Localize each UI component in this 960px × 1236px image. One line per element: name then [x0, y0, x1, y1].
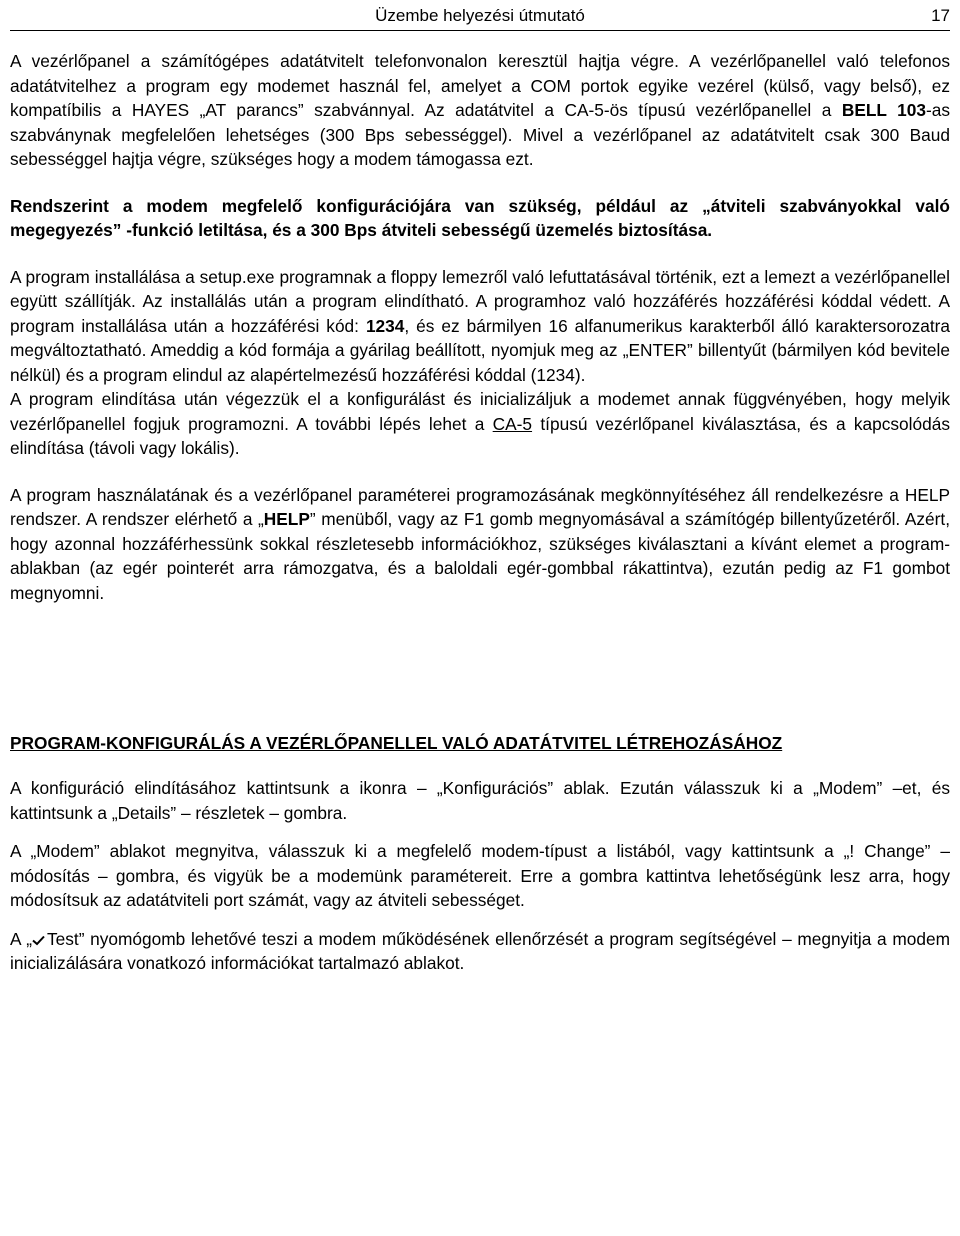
access-code-text: 1234	[365, 315, 405, 336]
text-span: A „	[10, 928, 33, 949]
text-span: Test” nyomógomb lehetővé teszi a modem működésének ellenőrzését a program segítségével – megnyitja a modem inicializálására vonatkozó információkat tartalmazó ablakot.	[10, 928, 950, 973]
help-text: HELP	[263, 509, 310, 529]
text-span: ” menüből, vagy az F1 gomb megnyomásával a számítógép billentyűzetéről. Azért, hogy azonnal hozzáférhessünk sokkal részletesebb információkhoz, szükséges kiválasztani a kívánt elemet a program-ablakban (az egér pointerét arra rámozgatva, és a baloldali egér-gombbal rákattintva), ezután pedig az F1 gombot megnyomni.	[10, 509, 950, 603]
header-title: Üzembe helyezési útmutató	[375, 6, 585, 25]
text-span: , és ez bármilyen 16 alfanumerikus karakterből álló karaktersorozatra megváltoztatható. Ameddig a kód formája a gyárilag beállított, nyomjuk meg az „ENTER” billentyűt (bármilyen kód bevitele nélkül) és a program elindul az alapértelmezésű hozzáférési kóddal (1234).	[10, 315, 950, 385]
paragraph-modem-intro	[10, 49, 950, 172]
ca5-link-text: CA-5	[492, 413, 533, 434]
paragraph-test	[10, 927, 950, 976]
document-body	[10, 49, 950, 976]
text-span: -as szabványnak megfelelően lehetséges (300 Bps sebességgel). Mivel a vezérlőpanel az adatátvitelt csak 300 Baud sebességgel hajtja végre, szükséges hogy a modem támogassa ezt.	[10, 100, 950, 169]
paragraph-start	[10, 387, 950, 461]
text-span: A vezérlőpanel a számítógépes adatátvitelt telefonvonalon keresztül hajtja végre. A vezérlőpanellel való telefonos adatátvitelhez a program egy modemet használ fel, amelyet a COM portok egyike vezérel (külső, vagy belső), ez kompatíbilis a HAYES „AT parancs” szabvánnyal. Az adatátvitel a CA-5-ös típusú vezérlőpanellel a	[10, 51, 950, 120]
paragraph-modem-config: Rendszerint a modem megfelelő konfigurációjára van szükség, például az „átviteli szabványokkal való megegyezés” -funkció letiltása, és a 300 Bps átviteli sebességű üzemelés biztosítása.	[10, 195, 950, 240]
text-span: A program használatának és a vezérlőpanel paraméterei programozásának megkönnyítéséhez áll rendelkezésre a HELP rendszer. A rendszer elérhető a „	[10, 484, 950, 529]
text-span: A program elindítása után végezzük el a konfigurálást és inicializáljuk a modemet annak függvényében, hogy melyik vezérlőpanellel fogjuk programozni. A további lépés lehet a	[10, 389, 950, 434]
section-heading: PROGRAM-KONFIGURÁLÁS A VEZÉRLŐPANELLEL VALÓ ADATÁTVITEL LÉTREHOZÁSÁHOZ	[10, 733, 783, 753]
paragraph-help	[10, 483, 950, 606]
page-number: 17	[931, 6, 950, 25]
paragraph-config-start: A konfiguráció elindításához kattintsunk a ikonra – „Konfigurációs” ablak. Ezután válasszuk ki a „Modem” –et, és kattintsunk a „Details” – részletek – gombra.	[10, 778, 950, 823]
checkmark-icon	[32, 935, 45, 946]
page-header	[10, 2, 950, 31]
text-span: A program installálása a setup.exe programnak a floppy lemezről való lefuttatásával történik, ezt a lemezt a vezérlőpanellel együtt szállítják. Az installálás után a program elindítható. A programhoz való hozzáférés hozzáférési kóddal védett. A program installálása után a hozzáférési kód:	[10, 266, 950, 336]
paragraph-modem-window: A „Modem” ablakot megnyitva, válasszuk ki a megfelelő modem-típust a listából, vagy kattintsunk a „! Change” – módosítás – gombra, és vigyük be a modemünk paramétereit. Erre a gombra kattintva lehetőségünk lesz arra, hogy módosítsuk az adatátviteli port számát, vagy az átviteli sebességet.	[10, 841, 950, 910]
text-span: típusú vezérlőpanel kiválasztása, és a kapcsolódás elindítása (távoli vagy lokális).	[10, 413, 950, 458]
bell-103-text: BELL 103	[841, 100, 926, 120]
paragraph-install	[10, 265, 950, 388]
